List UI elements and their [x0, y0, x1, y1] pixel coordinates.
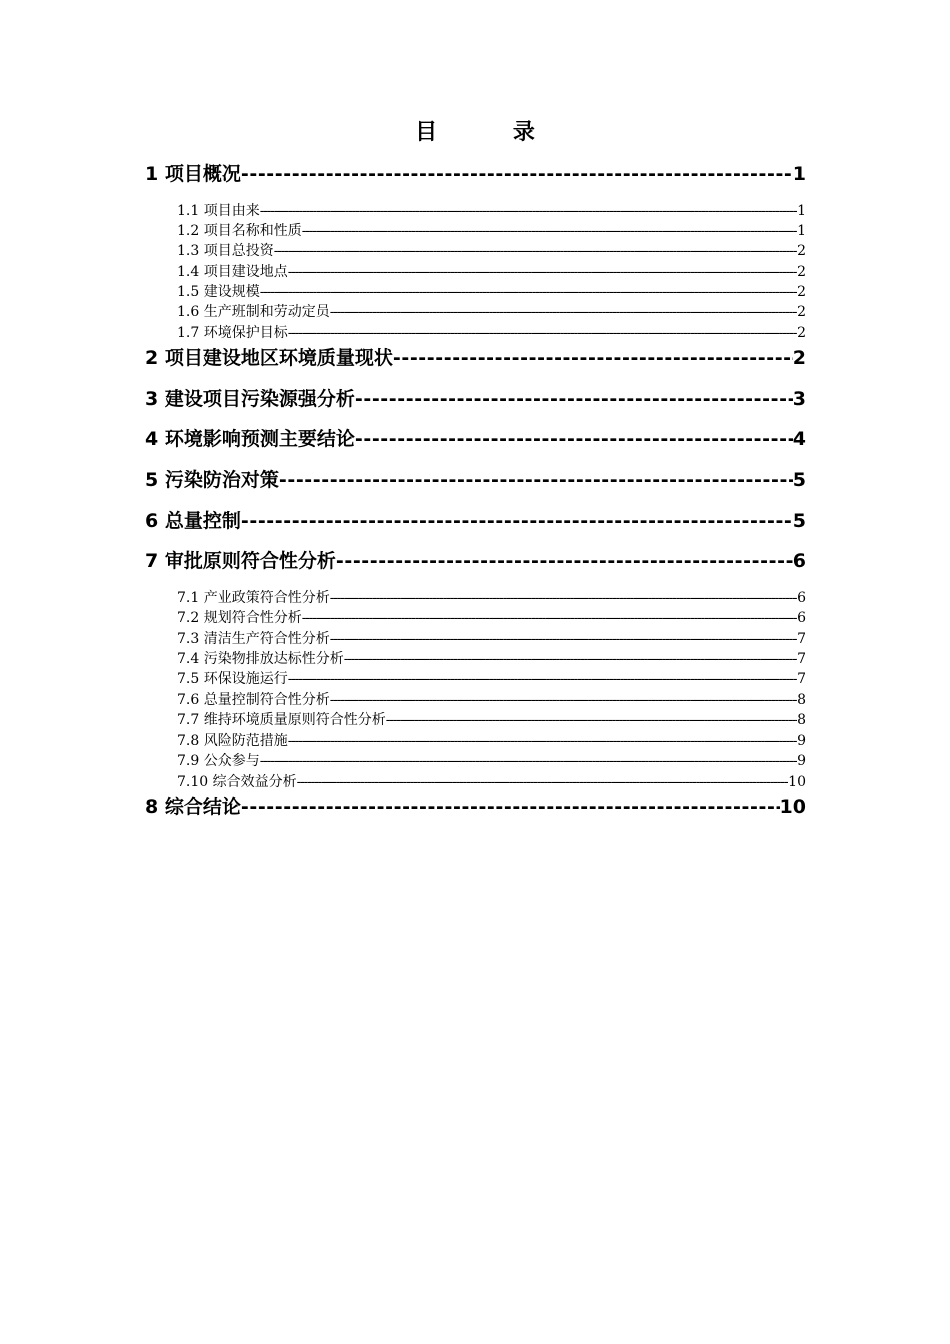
toc-dot-leader: [260, 201, 797, 221]
toc-chapter-entry[interactable]: [145, 426, 806, 452]
toc-entry-label: 7.2 规划符合性分析: [177, 610, 302, 626]
toc-dot-leader: [288, 262, 797, 282]
toc-page-number: 7: [797, 651, 806, 667]
toc-entry-label: 4 环境影响预测主要结论: [145, 428, 355, 450]
toc-section-entry[interactable]: [177, 262, 806, 282]
toc-page-number: 6: [797, 610, 806, 626]
toc-entry-label: 1.2 项目名称和性质: [177, 223, 302, 239]
toc-dot-leader: [260, 282, 797, 302]
toc-chapter-entry[interactable]: [145, 345, 806, 371]
toc-section-entry[interactable]: [177, 608, 806, 628]
toc-dot-leader: [386, 710, 797, 730]
toc-entry-label: 5 污染防治对策: [145, 469, 279, 491]
toc-section-entry[interactable]: [177, 282, 806, 302]
toc-page-number: 10: [788, 774, 806, 790]
toc-dot-leader: [260, 751, 797, 771]
toc-section-entry[interactable]: [177, 221, 806, 241]
toc-section-entry[interactable]: [177, 201, 806, 221]
toc-dot-leader: [330, 588, 797, 608]
toc-section-entry[interactable]: [177, 669, 806, 689]
toc-entry-label: 7 审批原则符合性分析: [145, 550, 336, 572]
toc-entry-label: 7.7 维持环境质量原则符合性分析: [177, 712, 386, 728]
toc-dot-leader: [393, 345, 793, 371]
toc-page-number: 6: [797, 590, 806, 606]
toc-section-entry[interactable]: [177, 588, 806, 608]
toc-page-number: 5: [792, 510, 806, 532]
toc-dot-leader: [241, 794, 780, 820]
toc-section-entry[interactable]: [177, 690, 806, 710]
toc-page-number: 6: [792, 550, 806, 572]
toc-entry-label: 7.1 产业政策符合性分析: [177, 590, 330, 606]
toc-dot-leader: [336, 548, 793, 574]
toc-entry-label: 1.3 项目总投资: [177, 243, 274, 259]
toc-page-number: 9: [797, 733, 806, 749]
toc-section-entry[interactable]: [177, 323, 806, 343]
toc-section-entry[interactable]: [177, 710, 806, 730]
toc-page-number: 7: [797, 671, 806, 687]
toc-dot-leader: [355, 386, 793, 412]
toc-section-entry[interactable]: [177, 751, 806, 771]
toc-entry-label: 7.6 总量控制符合性分析: [177, 692, 330, 708]
toc-entry-label: 1.5 建设规模: [177, 284, 260, 300]
toc-page-number: 1: [797, 203, 806, 219]
toc-chapter-entry[interactable]: [145, 794, 806, 820]
toc-entry-label: 7.5 环保设施运行: [177, 671, 288, 687]
toc-dot-leader: [274, 241, 797, 261]
toc-section-entry[interactable]: [177, 772, 806, 792]
toc-section-entry[interactable]: [177, 649, 806, 669]
toc-page-number: 2: [797, 284, 806, 300]
toc-entry-label: 1.7 环境保护目标: [177, 325, 288, 341]
toc-entry-label: 7.8 风险防范措施: [177, 733, 288, 749]
toc-page-number: 7: [797, 631, 806, 647]
toc-entry-label: 8 综合结论: [145, 796, 241, 818]
toc-dot-leader: [355, 426, 793, 452]
toc-dot-leader: [330, 302, 797, 322]
toc-page-number: 2: [797, 325, 806, 341]
toc-page-number: 1: [792, 163, 806, 185]
toc-dot-leader: [288, 731, 797, 751]
toc-page-number: 5: [792, 469, 806, 491]
toc-dot-leader: [288, 669, 797, 689]
toc-entry-label: 7.9 公众参与: [177, 753, 260, 769]
toc-page-number: 4: [792, 428, 806, 450]
toc-page-number: 2: [797, 243, 806, 259]
toc-dot-leader: [297, 772, 789, 792]
toc-chapter-entry[interactable]: [145, 161, 806, 187]
toc-entry-label: 7.10 综合效益分析: [177, 774, 297, 790]
toc-dot-leader: [241, 508, 793, 534]
toc-page-number: 8: [797, 712, 806, 728]
toc-page-number: 8: [797, 692, 806, 708]
toc-entry-label: 7.4 污染物排放达标性分析: [177, 651, 344, 667]
toc-page-number: 2: [797, 264, 806, 280]
toc-chapter-entry[interactable]: [145, 508, 806, 534]
toc-entry-label: 2 项目建设地区环境质量现状: [145, 347, 393, 369]
toc-page-number: 2: [797, 304, 806, 320]
toc-entry-label: 1.4 项目建设地点: [177, 264, 288, 280]
toc-chapter-entry[interactable]: [145, 548, 806, 574]
toc-dot-leader: [241, 161, 793, 187]
toc-section-entry[interactable]: [177, 302, 806, 322]
toc-page-number: 3: [792, 388, 806, 410]
toc-page-number: 10: [779, 796, 806, 818]
toc-entry-label: 1.6 生产班制和劳动定员: [177, 304, 330, 320]
toc-entry-label: 6 总量控制: [145, 510, 241, 532]
toc-section-entry[interactable]: [177, 241, 806, 261]
toc-title: 目 录: [415, 120, 569, 145]
toc-dot-leader: [302, 221, 797, 241]
toc-section-entry[interactable]: [177, 731, 806, 751]
toc-entry-label: 7.3 清洁生产符合性分析: [177, 631, 330, 647]
toc-dot-leader: [279, 467, 793, 493]
toc-section-entry[interactable]: [177, 629, 806, 649]
toc-dot-leader: [288, 323, 797, 343]
toc-dot-leader: [344, 649, 797, 669]
toc-dot-leader: [302, 608, 797, 628]
toc-entry-label: 3 建设项目污染源强分析: [145, 388, 355, 410]
toc-chapter-entry[interactable]: [145, 386, 806, 412]
toc-page-number: 2: [792, 347, 806, 369]
toc-chapter-entry[interactable]: [145, 467, 806, 493]
toc-entry-label: 1 项目概况: [145, 163, 241, 185]
toc-dot-leader: [330, 690, 797, 710]
toc-page-number: 1: [797, 223, 806, 239]
toc-entry-label: 1.1 项目由来: [177, 203, 260, 219]
toc-dot-leader: [330, 629, 797, 649]
toc-page-number: 9: [797, 753, 806, 769]
